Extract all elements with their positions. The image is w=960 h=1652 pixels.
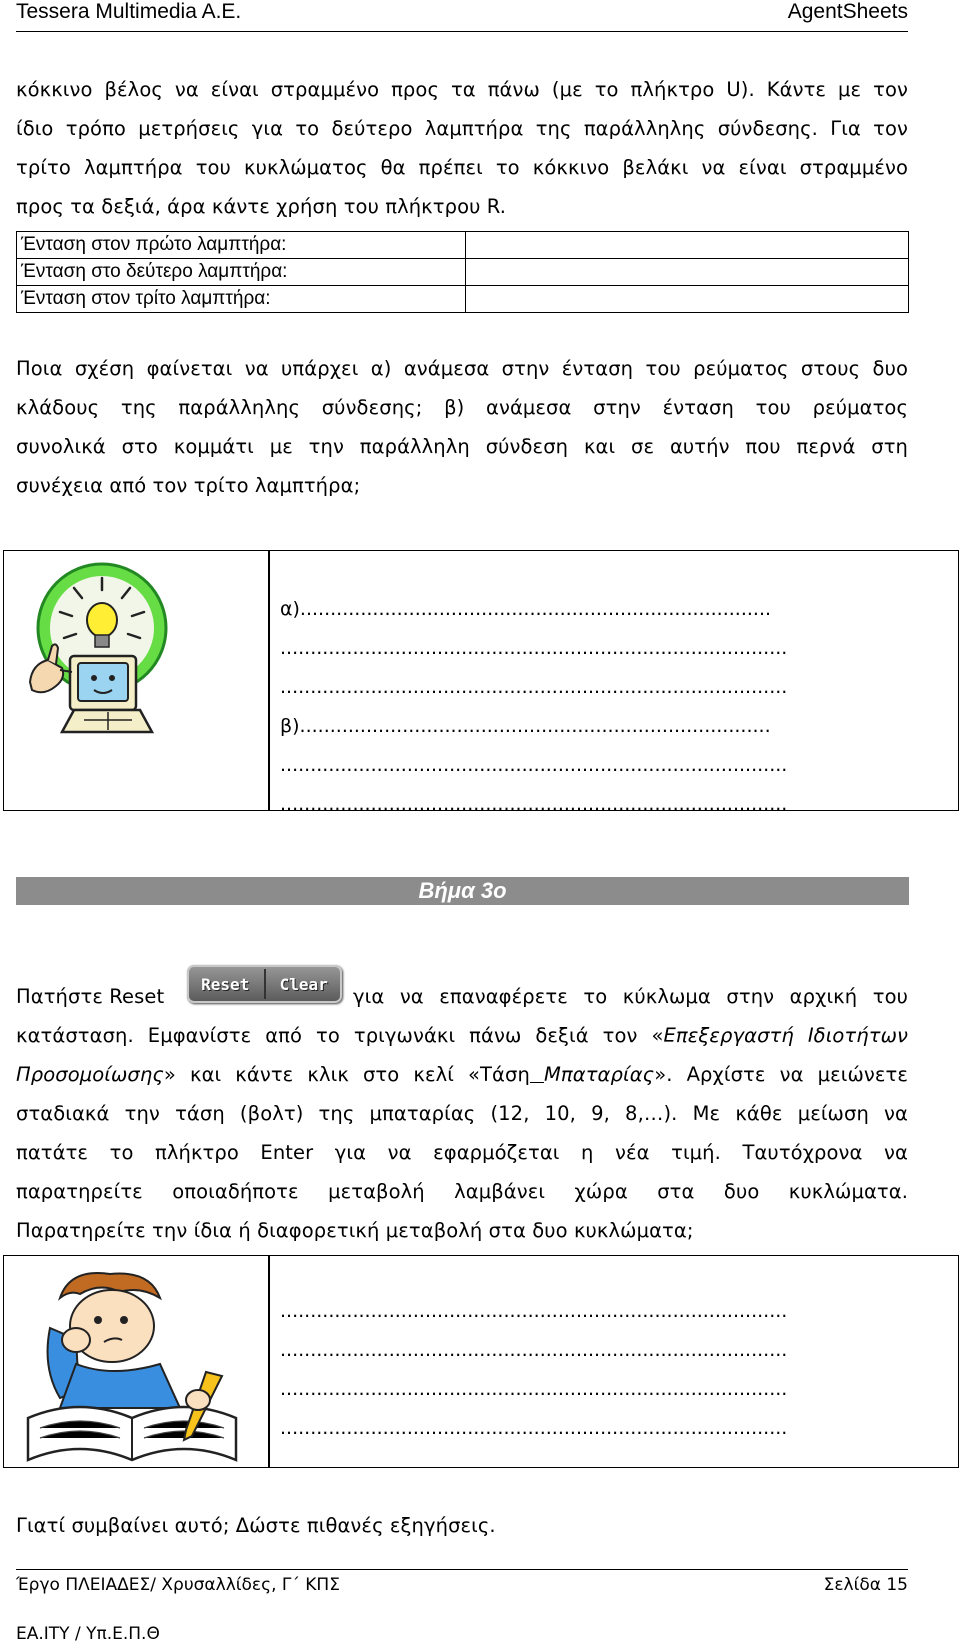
question-line: Ποια σχέση φαίνεται να υπάρχει α) ανάμεσα στην ένταση του ρεύματος στους δυο	[16, 357, 908, 380]
step3-rest	[16, 1094, 908, 1250]
step3-line: σταδιακά την τάση (βολτ) της μπαταρίας (12, 10, 9, 8,…). Με κάθε μείωση να	[16, 1102, 908, 1125]
header-left: Tessera Multimedia A.E.	[16, 0, 242, 23]
step3-line: πατάτε το πλήκτρο Enter για να εφαρμόζεται η νέα τιμή. Ταυτόχρονα να	[16, 1141, 908, 1164]
reset-clear-buttons	[187, 965, 342, 1003]
question-paragraph	[16, 349, 908, 505]
header-divider	[16, 31, 908, 32]
line2-italic: Επεξεργαστή Ιδιοτήτων	[663, 1024, 908, 1047]
answer-line[interactable]: ....................................................................................	[280, 1300, 788, 1322]
question-line: συνέχεια από τον τρίτο λαμπτήρα;	[16, 474, 361, 497]
answer-line[interactable]: ....................................................................................	[280, 637, 788, 659]
step-heading: Βήμα 3ο	[16, 877, 909, 905]
row-value[interactable]	[466, 286, 909, 313]
row-label: Ένταση στο δεύτερο λαμπτήρα:	[17, 259, 466, 286]
line3-italic2: Μπαταρίας	[544, 1063, 655, 1086]
answer-line[interactable]: ....................................................................................	[280, 1339, 788, 1361]
answer-line[interactable]: ....................................................................................	[280, 676, 788, 698]
answer-line[interactable]: ....................................................................................	[280, 754, 788, 776]
computer-lightbulb-idea-icon	[22, 560, 182, 735]
line3-italic: Προσομοίωσης	[16, 1063, 164, 1086]
line3-mid: » και κάντε κλικ στο κελί «Τάση	[163, 1063, 530, 1086]
reset-button[interactable]: Reset	[201, 974, 250, 994]
clear-button[interactable]: Clear	[279, 974, 328, 994]
question-line: συνολικά στο κομμάτι με την παράλληλη σύνδεση και σε αυτήν που περνά στη	[16, 435, 908, 458]
closing-line: Γιατί συμβαίνει αυτό; Δώστε πιθανές εξηγήσεις.	[16, 1514, 496, 1537]
table-row	[17, 259, 909, 286]
row-label: Ένταση στον πρώτο λαμπτήρα:	[17, 232, 466, 259]
answer-line-b[interactable]: β)..............................................................................	[280, 715, 771, 737]
answer-line-a[interactable]: α)..............................................................................	[280, 598, 772, 620]
intro-line: τρίτο λαμπτήρα του κυκλώματος θα πρέπει το κόκκινο βελάκι να είναι στραμμένο	[16, 156, 908, 179]
intro-paragraph	[16, 70, 908, 226]
step3-line1-before: Πατήστε Reset	[16, 985, 165, 1008]
footer-left: Έργο ΠΛΕΙΑΔΕΣ/ Χρυσαλλίδες, Γ΄ ΚΠΣ	[16, 1575, 340, 1595]
answer-line[interactable]: ....................................................................................	[280, 1417, 788, 1439]
step3-line: Παρατηρείτε την ίδια ή διαφορετική μεταβολή στα δυο κυκλώματα;	[16, 1219, 694, 1242]
answer-box-2-divider	[268, 1256, 270, 1468]
step3-line: παρατηρείτε οποιαδήποτε μεταβολή λαμβάνει χώρα στα δυο κυκλώματα.	[16, 1180, 908, 1203]
step3-line3	[16, 1055, 908, 1094]
step3-line2	[16, 1016, 908, 1055]
footer-bottom: ΕΑ.ΙΤΥ / Υπ.Ε.Π.Θ	[16, 1624, 160, 1644]
intro-line: προς τα δεξιά, άρα κάντε χρήση του πλήκτρου R.	[16, 195, 507, 218]
header-right: AgentSheets	[787, 0, 908, 23]
answer-line[interactable]: ....................................................................................	[280, 793, 788, 815]
intro-line: ίδιο τρόπο μετρήσεις για το δεύτερο λαμπτήρα της παράλληλης σύνδεσης. Για τον	[16, 117, 908, 140]
table-row	[17, 232, 909, 259]
line3-end: ». Αρχίστε να μειώνετε	[654, 1063, 908, 1086]
row-label: Ένταση στον τρίτο λαμπτήρα:	[17, 286, 466, 313]
row-value[interactable]	[466, 232, 909, 259]
footer-page-number: Σελίδα 15	[823, 1575, 908, 1595]
measurement-table	[16, 231, 909, 313]
table-row	[17, 286, 909, 313]
intro-line: κόκκινο βέλος να είναι στραμμένο προς τα πάνω (με το πλήκτρο U). Κάντε με τον	[16, 78, 908, 101]
step3-line1-after-text: για να επαναφέρετε το κύκλωμα στην αρχική του	[353, 985, 908, 1008]
question-line: κλάδους της παράλληλης σύνδεσης; β) ανάμεσα στην ένταση του ρεύματος	[16, 396, 908, 419]
row-value[interactable]	[466, 259, 909, 286]
answer-line[interactable]: ....................................................................................	[280, 1378, 788, 1400]
answer-box-1-divider	[268, 551, 270, 811]
line2-plain: κατάσταση. Εμφανίστε από το τριγωνάκι πάνω δεξιά τον «	[16, 1024, 664, 1047]
student-writing-notebook-icon	[20, 1268, 250, 1463]
step3-line2-text	[16, 1016, 908, 1055]
step3-line3-text	[16, 1055, 908, 1094]
step3-line1-after	[353, 977, 908, 1016]
footer-divider	[16, 1569, 908, 1570]
